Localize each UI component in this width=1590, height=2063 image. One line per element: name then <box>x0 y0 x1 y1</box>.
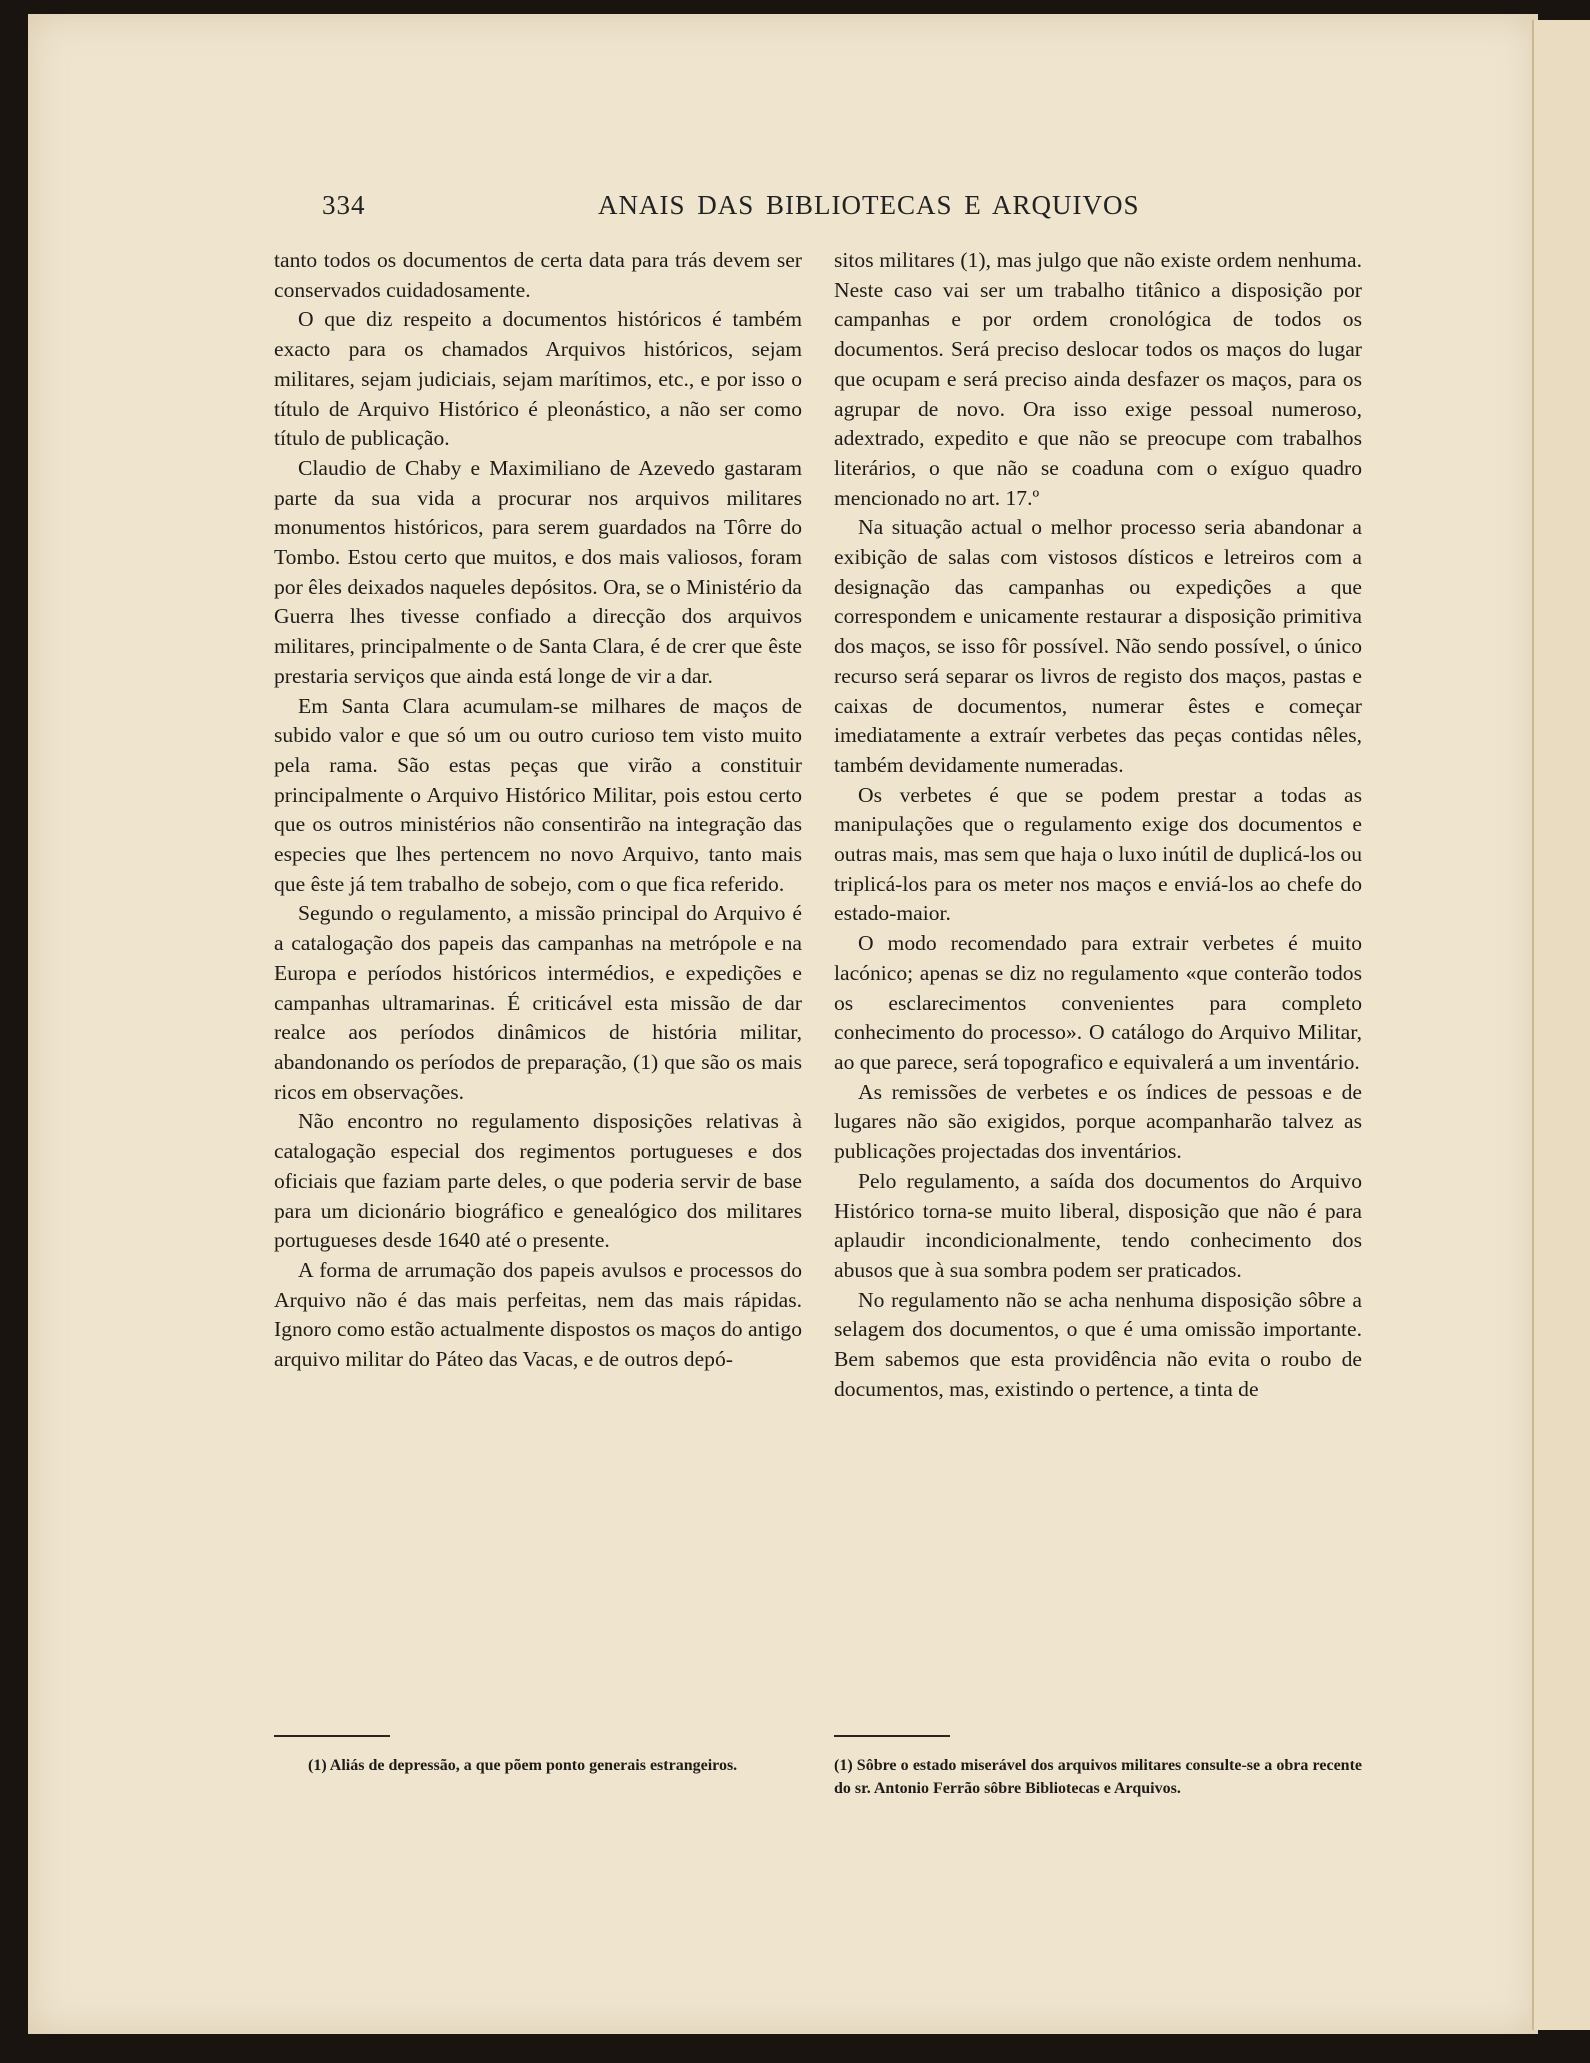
right-text-column <box>834 246 1362 1404</box>
paragraph: Claudio de Chaby e Maximiliano de Azevedo gastaram parte da sua vida a procurar nos arquivos militares monumentos históricos, para serem guardados na Tôrre do Tombo. Estou certo que muitos, e dos mais valiosos, foram por êles deixados naqueles depósitos. Ora, se o Ministério da Guerra lhes tivesse confiado a direcção dos arquivos militares, principalmente o de Santa Clara, é de crer que êste prestaria serviços que ainda está longe de vir a dar. <box>274 455 802 688</box>
paragraph: O que diz respeito a documentos históricos é também exacto para os chamados Arquivos históricos, sejam militares, sejam judiciais, sejam marítimos, etc., e por isso o título de Arquivo Histórico é pleonástico, a não ser como título de publicação. <box>274 307 802 451</box>
footnote-divider-right <box>834 1735 950 1737</box>
adjacent-page-edge <box>1532 20 1590 2030</box>
paragraph: Pelo regulamento, a saída dos documentos do Arquivo Histórico torna-se muito liberal, disposição que não é para aplaudir incondicionalmente, tendo conhecimento dos abusos que à sua sombra podem ser praticados. <box>834 1168 1362 1282</box>
paragraph: A forma de arrumação dos papeis avulsos e processos do Arquivo não é das mais perfeitas, nem das mais rápidas. Ignoro como estão actualmente dispostos os maços do antigo arquivo militar do Páteo das Vacas, e de outros depó- <box>274 1257 802 1372</box>
paragraph: Não encontro no regulamento disposições relativas à catalogação especial dos regimentos portugueses e dos oficiais que faziam parte deles, o que poderia servir de base para um dicionário biográfico e genealógico dos militares portugueses desde 1640 até o presente. <box>274 1109 802 1253</box>
paragraph: Segundo o regulamento, a missão principal do Arquivo é a catalogação dos papeis das campanhas na metrópole e na Europa e períodos históricos intermédios, e expedições e campanhas ultramarinas. É criticável esta missão de dar realce aos períodos dinâmicos de história militar, abandonando os períodos de preparação, (1) que são os mais ricos em observações. <box>274 901 802 1104</box>
running-title: ANAIS DAS BIBLIOTECAS E ARQUIVOS <box>598 190 1140 220</box>
page-number: 334 <box>322 190 366 220</box>
paragraph: O modo recomendado para extrair verbetes é muito lacónico; apenas se diz no regulamento «que conterão todos os esclarecimentos convenientes para completo conhecimento do processo». O catálogo do Arquivo Militar, ao que parece, será topografico e equivalerá a um inventário. <box>834 931 1362 1074</box>
paragraph: As remissões de verbetes e os índices de pessoas e de lugares não são exigidos, porque acompanharão talvez as publicações projectadas dos inventários. <box>834 1079 1362 1164</box>
paragraph: Em Santa Clara acumulam-se milhares de maços de subido valor e que só um ou outro curioso tem visto muito pela rama. São estas peças que virão a constituir principalmente o Arquivo Histórico Militar, pois estou certo que os outros ministérios não consentirão na integração das especies que lhes pertencem no novo Arquivo, tanto mais que êste já tem trabalho de sobejo, com o que fica referido. <box>274 693 802 896</box>
footnote-left: (1) Aliás de depressão, a que põem ponto generais estrangeiros. <box>308 1757 738 1774</box>
paragraph: No regulamento não se acha nenhuma disposição sôbre a selagem dos documentos, o que é uma omissão importante. Bem sabemos que esta providência não evita o roubo de documentos, mas, existindo o pertence, a tinta de <box>834 1287 1362 1401</box>
footnote-right: (1) Sôbre o estado miserável dos arquivos militares consulte-se a obra recente do sr. Antonio Ferrão sôbre Bibliotecas e Arquivos. <box>834 1757 1362 1797</box>
left-text-column <box>274 246 802 1375</box>
paragraph: sitos militares (1), mas julgo que não existe ordem nenhuma. Neste caso vai ser um trabalho titânico a disposição por campanhas e por ordem cronológica de todos os documentos. Será preciso deslocar todos os maços do lugar que ocupam e será preciso ainda desfazer os maços, para os agrupar de novo. Ora isso exige pessoal numeroso, adextrado, expedito e que não se preocupe com trabalhos literários, o que não se coaduna com o exíguo quadro mencionado no art. 17.º <box>834 248 1362 510</box>
paragraph: Os verbetes é que se podem prestar a todas as manipulações que o regulamento exige dos documentos e outras mais, mas sem que haja o luxo inútil de duplicá-los ou triplicá-los para os meter nos maços e enviá-los ao chefe do estado-maior. <box>834 782 1362 926</box>
paragraph: tanto todos os documentos de certa data para trás devem ser conservados cuidadosamente. <box>274 248 802 302</box>
document-page <box>28 14 1538 2034</box>
footnote-divider-left <box>274 1735 390 1737</box>
page-header <box>28 190 1538 230</box>
paragraph: Na situação actual o melhor processo seria abandonar a exibição de salas com vistosos dísticos e letreiros com a designação das campanhas ou expedições a que correspondem e unicamente restaurar a disposição primitiva dos maços, se isso fôr possível. Não sendo possível, o único recurso será separar os livros de registo dos maços, pastas e caixas de documentos, numerar êstes e começar imediatamente a extraír verbetes das peças contidas nêles, também devidamente numeradas. <box>834 515 1362 777</box>
